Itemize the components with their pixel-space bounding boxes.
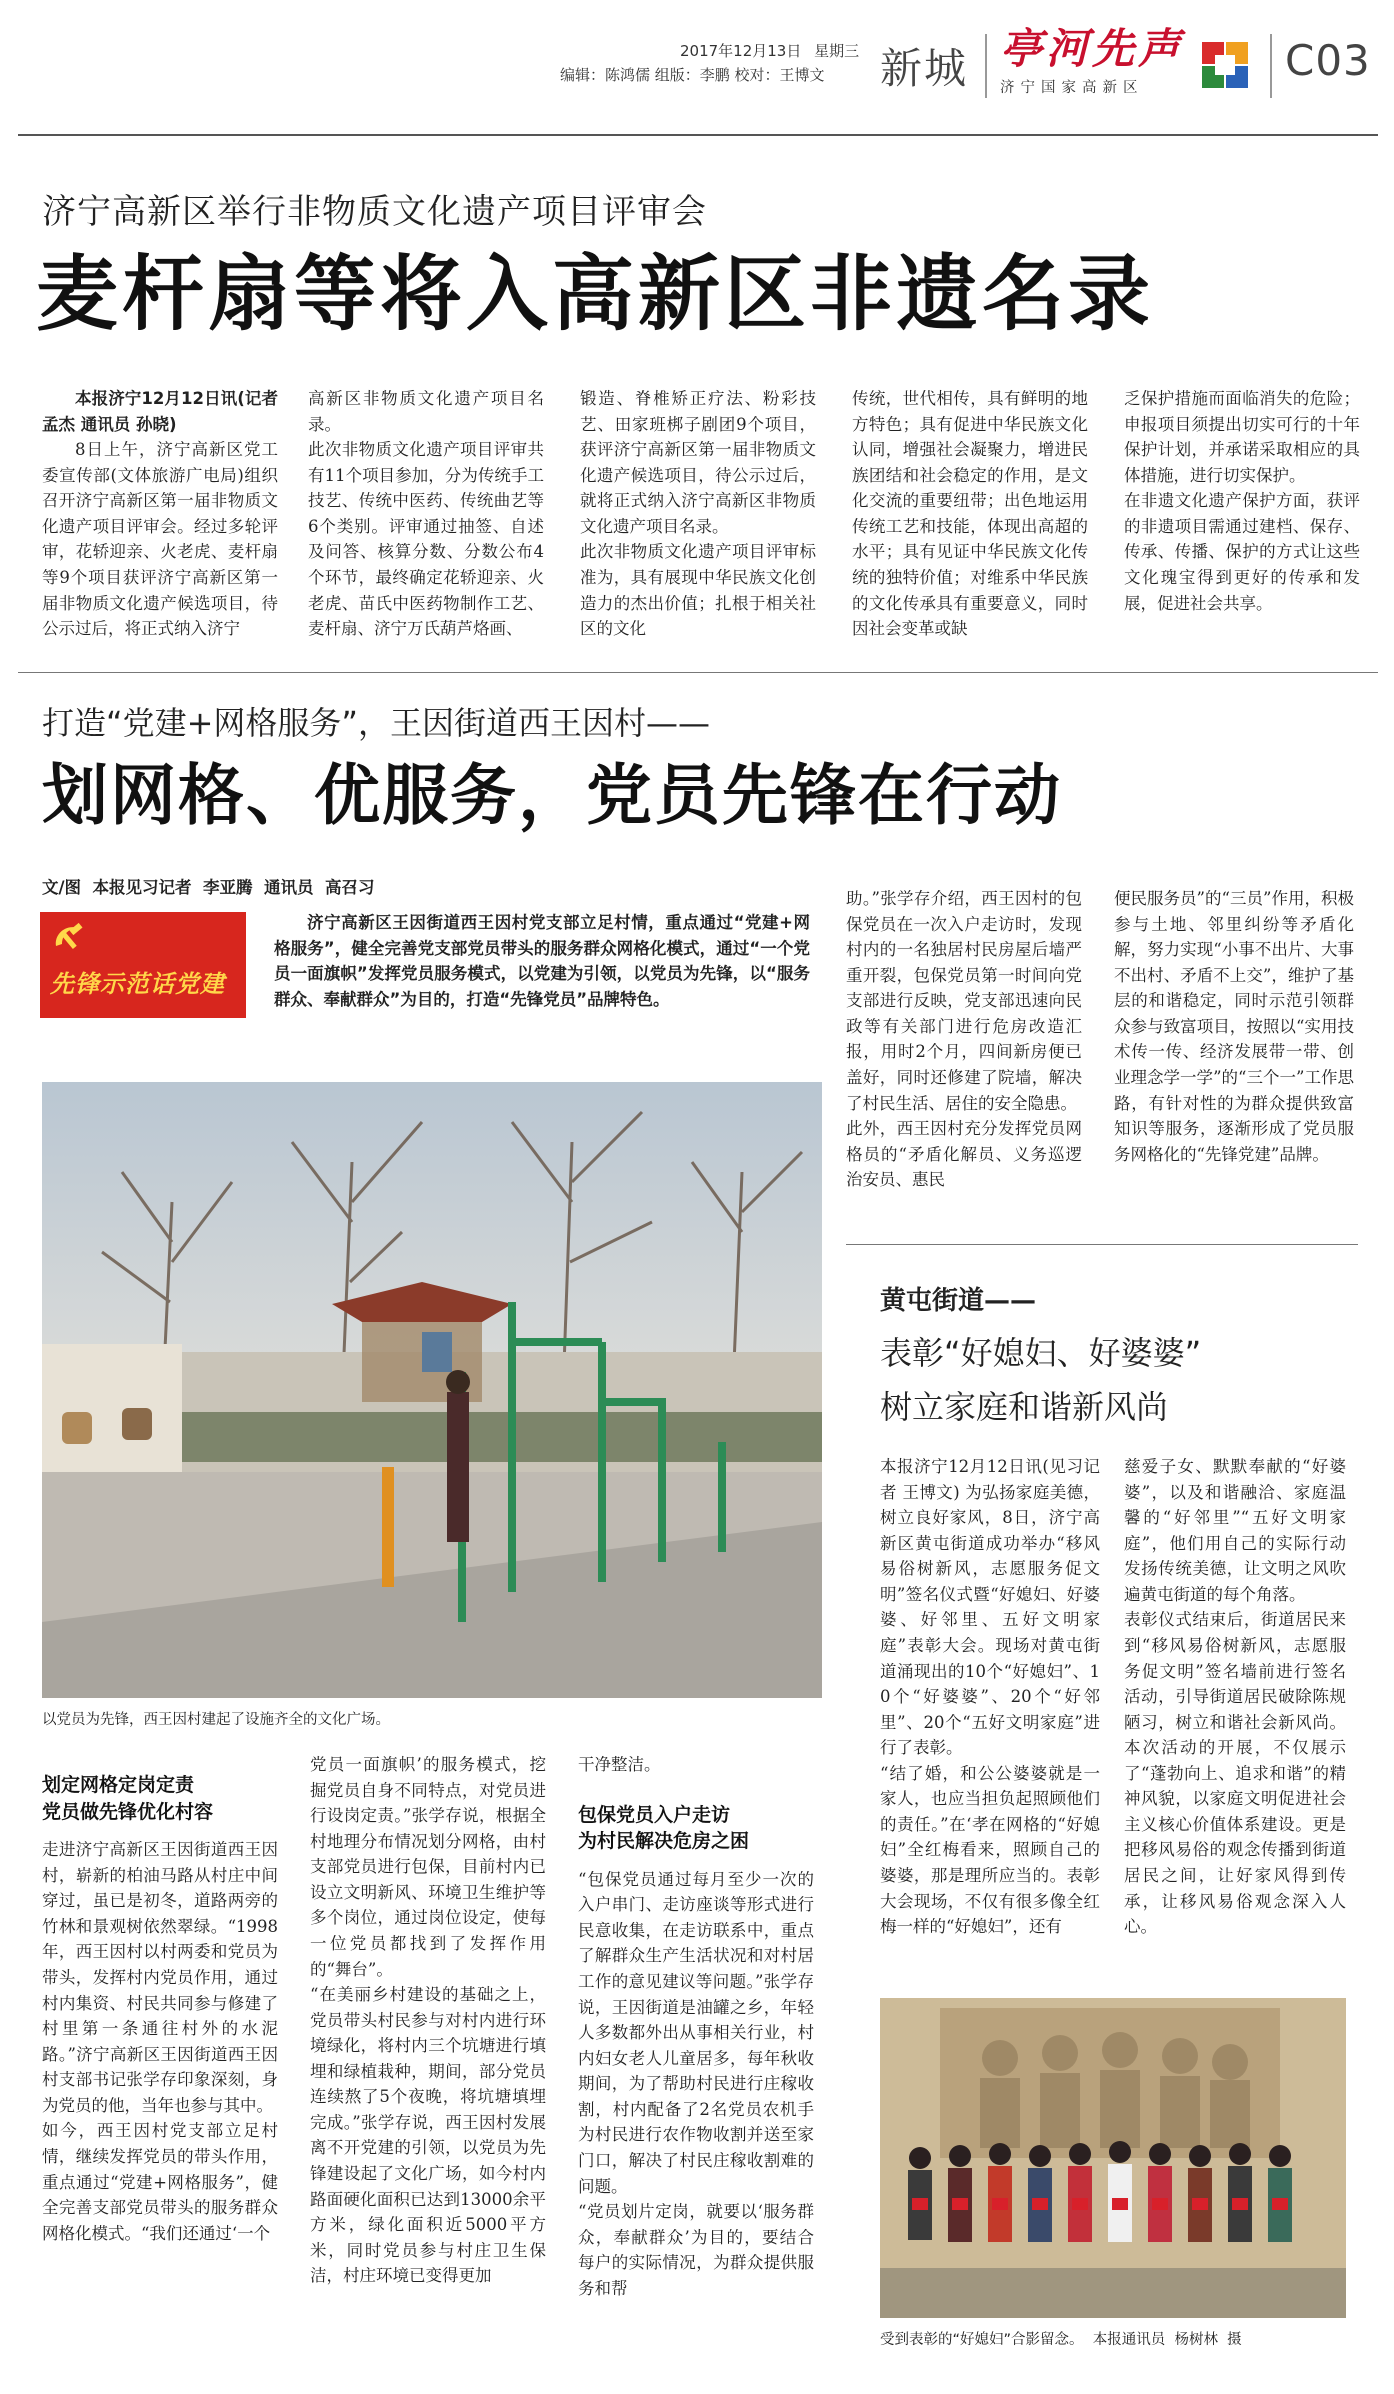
story2-bottom-col3-text: “包保党员通过每月至少一次的入户串门、走访座谈等形式进行民意收集，在走访联系中，重点了解群众生产生活状况和对村居工作的意见建议等问题。”张学存说，王因街道是油罐之乡，年轻人多数都外出从事相关行业，村内妇女老人儿童居多，每年秋收期间，为了帮助村民进行庄稼收割，村内配备了2名党员农机手为村民进行农作物收割并送至家门口，解决了村民庄稼收割难的问题。 “党员划片定岗，就要以‘服务群众，奉献群众’为目的，要结合每户的实际情况，为群众提供服务和帮 [578,1869,814,2298]
story2-lead: 济宁高新区王因街道西王因村党支部立足村情，重点通过“党建+网格服务”，健全完善党支部党员带头的服务群众网格化模式，通过“一个党员一面旗帜”发挥党员服务模式，以党建为引领，以党员为先锋，以“服务群众、奉献群众”为目的，打造“先锋党员”品牌特色。 [274,913,810,1009]
story1-kicker: 济宁高新区举行非物质文化遗产项目评审会 [42,192,707,232]
story1-column-1 [42,386,278,656]
story2-byline: 文/图 本报见习记者 李亚腾 通讯员 高召习 [42,878,375,897]
story2-bottom-col-3 [578,1752,814,2342]
story2-bottom-col-1 [42,1772,278,2342]
party-badge [40,912,246,1018]
section-divider [985,34,987,98]
story3-col-2: 慈爱子女、默默奉献的“好婆婆”，以及和谐融洽、家庭温馨的“好邻里”“五好文明家庭”，他们用自己的实际行动发扬传统美德，让文明之风吹遍黄屯街道的每个角落。 表彰仪式结束后，街道居民来到“移风易俗树新风，志愿服务促文明”签名墙前进行签名活动，引导街道居民破除陈规陋习，树立和谐社会新风尚。本次活动的开展，不仅展示了“蓬勃向上、追求和谐”的精神风貌，以家庭文明促进社会主义核心价值体系建设。更是把移风易俗的观念传播到街道居民之间，让好家风得到传承，让移风易俗观念深入人心。 [1124,1457,1346,1937]
staff-line: 编辑：陈鸿儒 组版：李鹏 校对：王博文 [560,66,825,84]
masthead [0,0,1394,130]
masthead-rule [18,134,1378,136]
story2-bottom-col3-top: 干净整洁。 [578,1755,661,1774]
date-text: 2017年12月13日 [680,42,802,60]
story2-right-col-2: 便民服务员”的“三员”作用，积极参与土地、邻里纠纷等矛盾化解，努力实现“小事不出片、大事不出村、矛盾不上交”，维护了基层的和谐稳定，同时示范引领群众参与致富项目，按照以“实用技术传一传、经济发展带一带、创业理念学一学”的“三个一”工作思路，有针对性的为群众提供致富知识等服务，逐渐形成了党员服务网格化的“先锋党建”品牌。 [1114,889,1354,1164]
story1-col1-text: 8日上午，济宁高新区党工委宣传部(文体旅游广电局)组织召开济宁高新区第一届非物质文化遗产项目评审会。经过多轮评审，花轿迎亲、火老虎、麦杆扇等9个项目获评济宁高新区第一届非物质文化遗产候选项目，待公示过后，将正式纳入济宁 [42,440,278,639]
story1-column-2: 高新区非物质文化遗产项目名录。 此次非物质文化遗产项目评审共有11个项目参加，分为传统手工技艺、传统中医药、传统曲艺等6个类别。评审通过抽签、自述及问答、核算分数、分数公布4个环节，最终确定花轿迎亲、火老虎、苗氏中医药物制作工艺、麦杆扇、济宁万氏葫芦烙画、 [308,389,544,639]
story2-kicker: 打造“党建+网格服务”，王因街道西王因村—— [42,704,710,742]
issue-date [680,40,859,61]
story2-headline: 划网格、优服务，党员先锋在行动 [42,757,1062,834]
page-number: C03 [1285,36,1371,85]
page-divider [1270,34,1272,98]
story3-headline-1: 表彰“好媳妇、好婆婆” [880,1334,1202,1372]
story3-headline-2: 树立家庭和谐新风尚 [880,1388,1169,1426]
story1-byline: 本报济宁12月12日讯(记者 孟杰 通讯员 孙晓) [42,389,278,434]
paper-subtitle: 济宁国家高新区 [1000,80,1144,97]
story1-headline: 麦杆扇等将入高新区非遗名录 [36,247,1155,342]
hammer-sickle-icon [48,918,88,958]
village-square-photo [42,1082,822,1698]
story1-column-3: 锻造、脊椎矫正疗法、粉彩技艺、田家班梆子剧团9个项目，获评济宁高新区第一届非物质文化遗产候选项目，待公示过后，就将正式纳入济宁高新区非物质文化遗产项目名录。 此次非物质文化遗产项目评审标准为，具有展现中华民族文化创造力的杰出价值；扎根于相关社区的文化 [580,389,816,639]
group-photo-illustration [880,1998,1346,2318]
story2-bottom-col-2: 党员一面旗帜’的服务模式，挖掘党员自身不同特点，对党员进行设岗定责。”张学存说，根据全村地理分布情况划分网格，由村支部党员进行包保，目前村内已设立文明新风、环境卫生维护等多个岗位，通过岗位设定，使每一位党员都找到了发挥作用的“舞台”。 “在美丽乡村建设的基础之上，党员带头村民参与对村内进行环境绿化，将村内三个坑塘进行填埋和绿植栽种，期间，部分党员连续熬了5个夜晚，将坑塘填埋完成。”张学存说，西王因村发展离不开党建的引领，以党员为先锋建设起了文化广场，如今村内路面硬化面积已达到13000余平方米，绿化面积近5000平方米，同时党员参与村庄卫生保洁，村庄环境已变得更加 [310,1755,546,2286]
paper-name: 亭河先声 [1000,24,1185,73]
group-photo-caption: 受到表彰的“好媳妇”合影留念。 本报通讯员 杨树林 摄 [880,2332,1242,2348]
paper-logo [1000,26,1200,102]
village-photo-caption: 以党员为先锋，西王因村建起了设施齐全的文化广场。 [42,1712,390,1728]
badge-text: 先锋示范话党建 [50,969,225,998]
story3-col-1: 本报济宁12月12日讯(见习记者 王博文) 为弘扬家庭美德，树立良好家风，8日，济宁高新区黄屯街道成功举办“移风易俗树新风，志愿服务促文明”签名仪式暨“好媳妇、好婆婆、好邻里、五好文明家庭”表彰大会。现场对黄屯街道涌现出的10个“好媳妇”、10个“好婆婆”、20个“好邻里”、20个“五好文明家庭”进行了表彰。 “结了婚，和公公婆婆就是一家人，也应当担负起照顾他们的责任。”在‘孝在网格的“好媳妇”全红梅看来，照顾自己的婆婆，那是理所应当的。表彰大会现场，不仅有很多像全红梅一样的“好媳妇”，还有 [880,1457,1100,1937]
honorees-group-photo [880,1998,1346,2318]
story2-subhead-1: 划定网格定岗定责 党员做先锋优化村容 [42,1774,214,1823]
weekday-text: 星期三 [814,42,860,60]
story1-column-4: 传统，世代相传，具有鲜明的地方特色；具有促进中华民族文化认同，增强社会凝聚力，增进民族团结和社会稳定的作用，是文化交流的重要纽带；出色地运用传统工艺和技能，体现出高超的水平；具有见证中华民族文化传统的独特价值；对维系中华民族的文化传承具有重要意义，同时因社会变革或缺 [852,389,1088,639]
village-square-illustration [42,1082,822,1698]
section-name: 新城 [880,44,969,93]
story1-bottom-rule [18,672,1378,673]
story3-top-rule [846,1244,1358,1245]
story3-kicker: 黄屯街道—— [880,1286,1037,1316]
story1-column-5: 乏保护措施而面临消失的危险；申报项目须提出切实可行的十年保护计划，并承诺采取相应的具体措施，进行切实保护。 在非遗文化遗产保护方面，获评的非遗项目需通过建档、保存、传承、传播、保护的方式让这些文化瑰宝得到更好的传承和发展，促进社会共享。 [1124,389,1360,613]
story2-subhead-2: 包保党员入户走访 为村民解决危房之困 [578,1803,750,1853]
story2-right-col-1: 助。”张学存介绍，西王因村的包保党员在一次入户走访时，发现村内的一名独居村民房屋后墙严重开裂，包保党员第一时间向党支部进行反映，党支部迅速向民政等有关部门进行危房改造汇报，用时2个月，四间新房便已盖好，同时还修建了院墙，解决了村民生活、居住的安全隐患。 此外，西王因村充分发挥党员网格员的“矛盾化解员、义务巡逻治安员、惠民 [846,889,1082,1190]
story2-bottom-col1-text: 走进济宁高新区王因街道西王因村，崭新的柏油马路从村庄中间穿过，虽已是初冬，道路两旁的竹林和景观树依然翠绿。“1998年，西王因村以村两委和党员为带头，发挥村内党员作用，通过村内集资、村民共同参与修建了村里第一条通往村外的水泥路。”济宁高新区王因街道西王因村支部书记张学存印象深刻，身为党员的他，当年也参与其中。 如今，西王因村党支部立足村情，继续发挥党员的带头作用，重点通过“党建+网格服务”，健全完善支部党员带头的服务群众网格化模式。“我们还通过‘一个 [42,1840,278,2243]
brand-mark-icon [1200,40,1250,90]
